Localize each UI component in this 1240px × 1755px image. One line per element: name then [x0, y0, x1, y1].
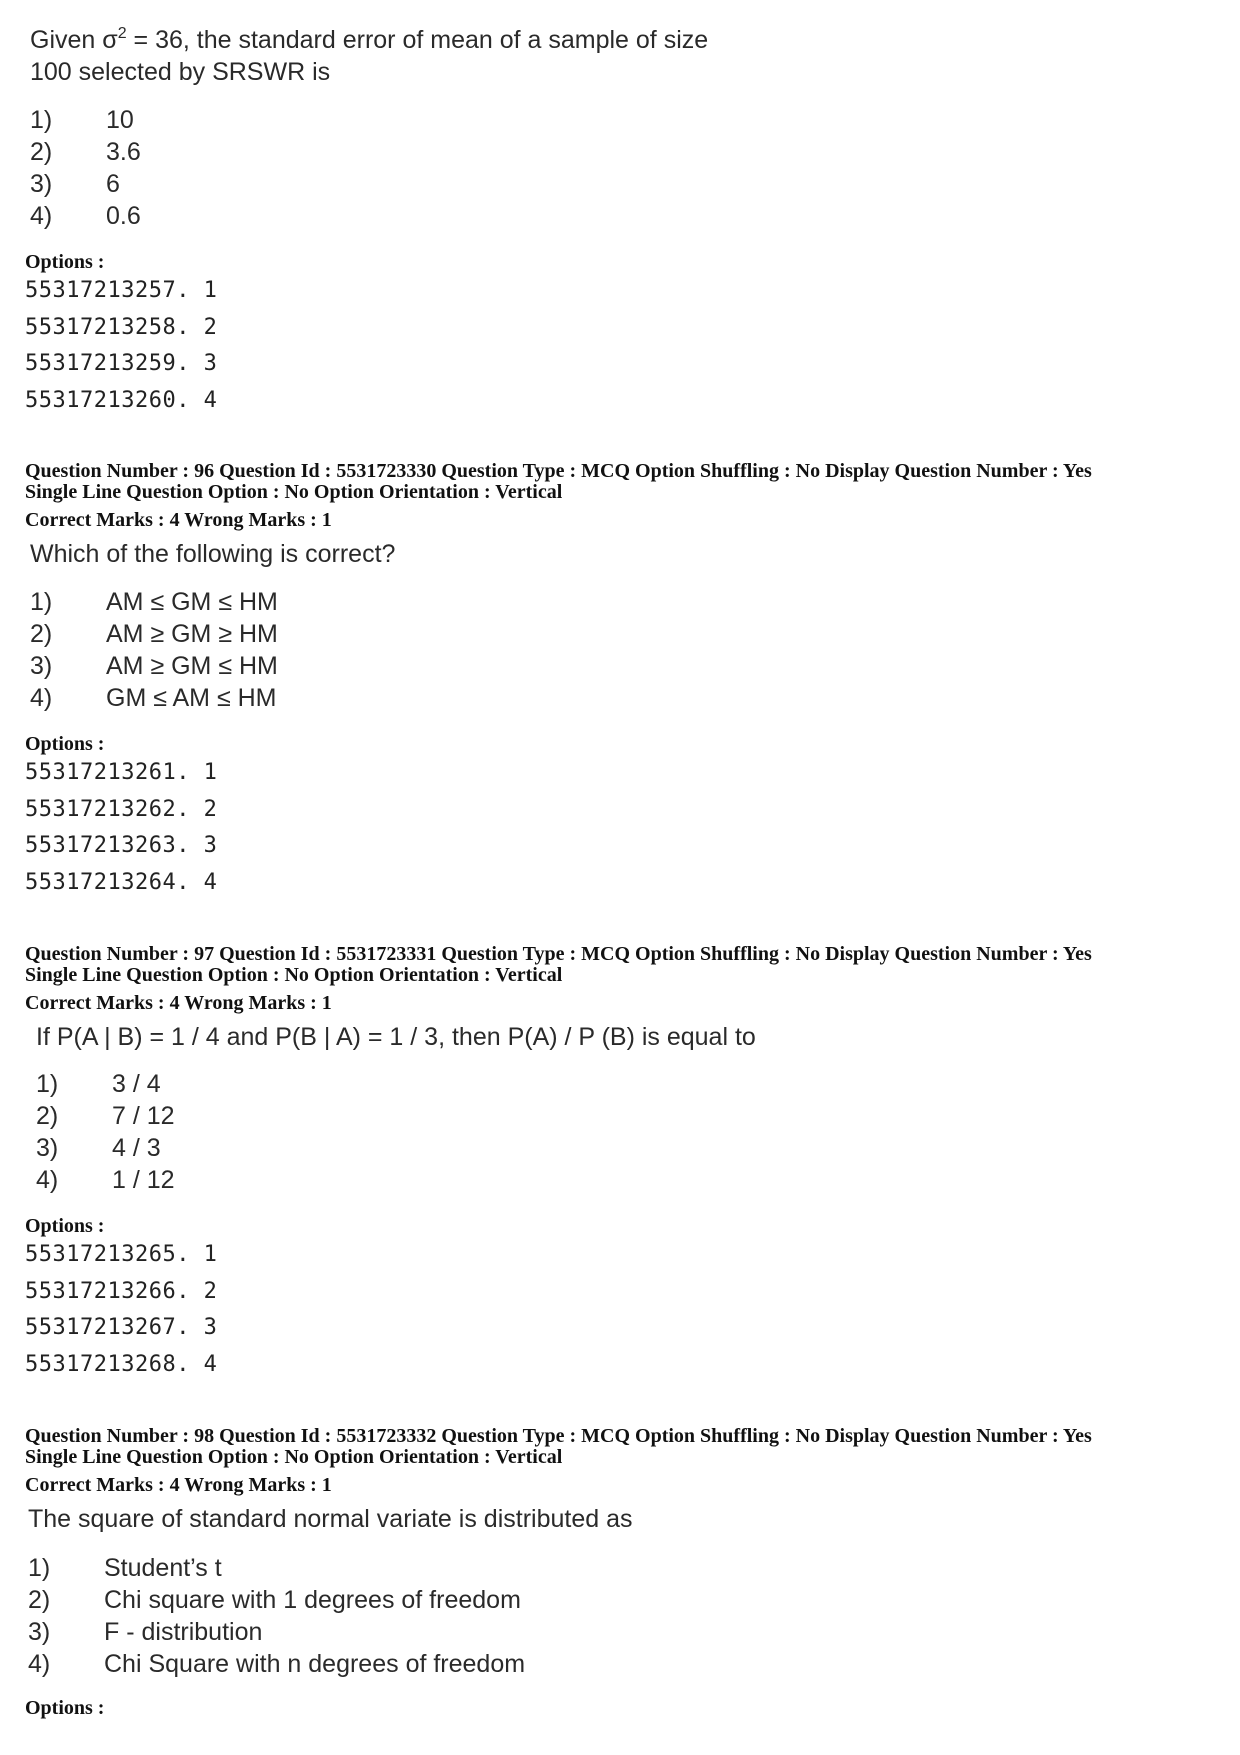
options-label: Options :	[25, 251, 105, 273]
question-95-text-line-2: 100 selected by SRSWR is	[30, 58, 331, 86]
choice-number: 3)	[30, 170, 53, 198]
question-meta-line-1: Question Number : 98 Question Id : 5531723332 Question Type : MCQ Option Shuffling : No Display Question Number : Yes	[25, 1425, 1092, 1447]
option-id: 55317213257. 1	[25, 278, 218, 303]
option-id: 55317213264. 4	[25, 870, 218, 895]
choice-number: 2)	[30, 620, 53, 648]
choice-value: 1 / 12	[112, 1166, 175, 1194]
choice-number: 3)	[30, 652, 53, 680]
option-id: 55317213260. 4	[25, 388, 218, 413]
choice-value: 7 / 12	[112, 1102, 175, 1130]
choice-number: 2)	[30, 138, 53, 166]
choice-number: 1)	[28, 1554, 51, 1582]
question-meta-line-2: Single Line Question Option : No Option Orientation : Vertical	[25, 481, 563, 503]
choice-value: Chi Square with n degrees of freedom	[104, 1650, 526, 1678]
choice-value: Chi square with 1 degrees of freedom	[104, 1586, 521, 1614]
option-id: 55317213258. 2	[25, 315, 218, 340]
option-id: 55317213265. 1	[25, 1242, 218, 1267]
choice-value: 10	[106, 106, 134, 134]
question-marks: Correct Marks : 4 Wrong Marks : 1	[25, 992, 332, 1014]
choice-value: Student’s t	[104, 1554, 222, 1582]
option-id: 55317213259. 3	[25, 351, 218, 376]
options-label: Options :	[25, 733, 105, 755]
choice-value: 4 / 3	[112, 1134, 161, 1162]
question-marks: Correct Marks : 4 Wrong Marks : 1	[25, 509, 332, 531]
choice-value: AM ≥ GM ≥ HM	[106, 620, 278, 648]
choice-value: 3.6	[106, 138, 141, 166]
choice-value: 0.6	[106, 202, 141, 230]
choice-number: 4)	[28, 1650, 51, 1678]
option-id: 55317213266. 2	[25, 1279, 218, 1304]
choice-number: 1)	[30, 588, 53, 616]
choice-number: 4)	[30, 202, 53, 230]
choice-number: 1)	[30, 106, 53, 134]
choice-number: 2)	[36, 1102, 59, 1130]
question-96-text: Which of the following is correct?	[30, 540, 396, 568]
question-97-text: If P(A | B) = 1 / 4 and P(B | A) = 1 / 3, then P(A) / P (B) is equal to	[36, 1023, 756, 1051]
choice-number: 3)	[36, 1134, 59, 1162]
question-marks: Correct Marks : 4 Wrong Marks : 1	[25, 1474, 332, 1496]
options-label: Options :	[25, 1697, 105, 1719]
choice-number: 4)	[36, 1166, 59, 1194]
choice-value: 6	[106, 170, 120, 198]
choice-value: 3 / 4	[112, 1070, 161, 1098]
question-95-text-line-1: Given $\sigma^2 = 36$, the standard error of mean of a sample of size	[30, 25, 709, 54]
choice-number: 1)	[36, 1070, 59, 1098]
option-id: 55317213262. 2	[25, 797, 218, 822]
question-meta-line-2: Single Line Question Option : No Option Orientation : Vertical	[25, 1446, 563, 1468]
choice-value: F - distribution	[104, 1618, 263, 1646]
question-meta-line-2: Single Line Question Option : No Option Orientation : Vertical	[25, 964, 563, 986]
option-id: 55317213263. 3	[25, 833, 218, 858]
choice-value: AM ≤ GM ≤ HM	[106, 588, 278, 616]
options-label: Options :	[25, 1215, 105, 1237]
choice-value: GM ≤ AM ≤ HM	[106, 684, 277, 712]
question-meta-line-1: Question Number : 96 Question Id : 5531723330 Question Type : MCQ Option Shuffling : No Display Question Number : Yes	[25, 460, 1092, 482]
choice-number: 2)	[28, 1586, 51, 1614]
question-98-text: The square of standard normal variate is distributed as	[28, 1505, 633, 1533]
question-meta-line-1: Question Number : 97 Question Id : 5531723331 Question Type : MCQ Option Shuffling : No Display Question Number : Yes	[25, 943, 1092, 965]
option-id: 55317213261. 1	[25, 760, 218, 785]
choice-value: AM ≥ GM ≤ HM	[106, 652, 278, 680]
option-id: 55317213267. 3	[25, 1315, 218, 1340]
choice-number: 3)	[28, 1618, 51, 1646]
choice-number: 4)	[30, 684, 53, 712]
option-id: 55317213268. 4	[25, 1352, 218, 1377]
